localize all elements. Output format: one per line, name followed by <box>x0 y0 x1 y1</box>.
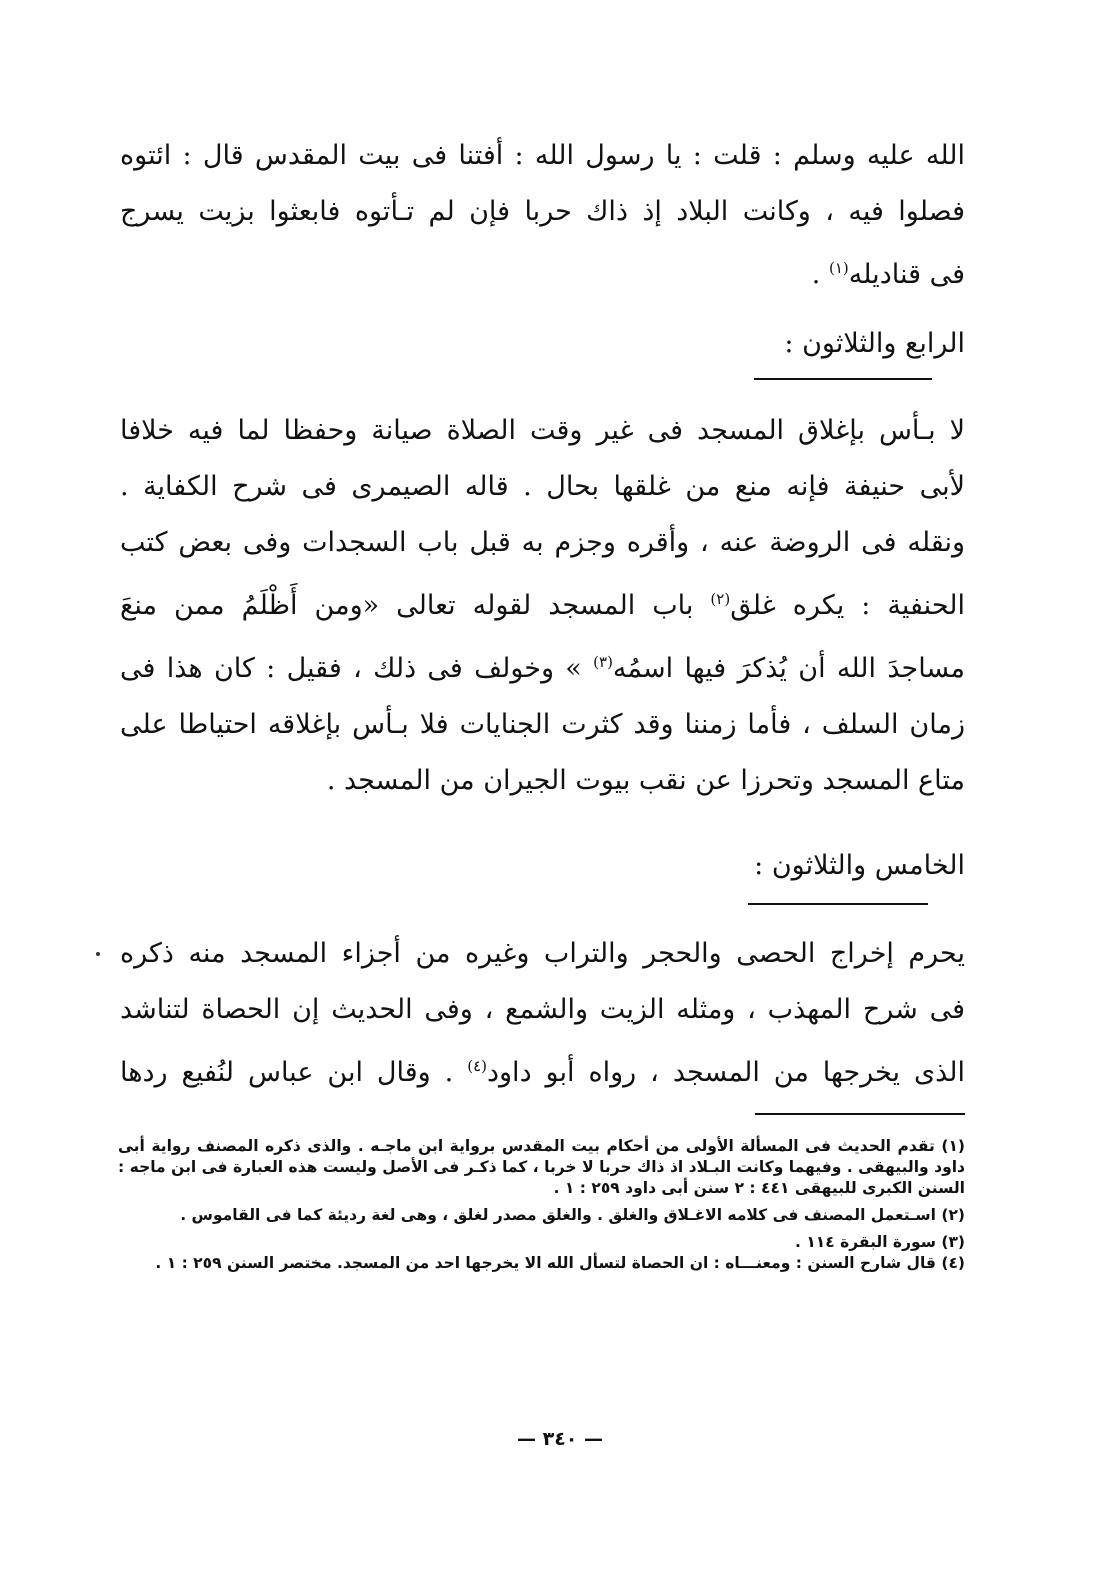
text-line: فصلوا فيه ، وكانت البلاد إذ ذاك حربا فإن لم تـأتوه فابعثوا بزيت يسرج <box>120 196 965 227</box>
page-number: — ٣٤٠ — <box>516 1428 604 1450</box>
text-line: ونقله فى الروضة عنه ، وأقره وجزم به قبل باب السجدات وفى بعض كتب <box>120 527 965 558</box>
footnote-3: (٣) سورة البقرة ١١٤ . <box>795 1233 965 1251</box>
text-fragment: الذى يخرجها من المسجد ، رواه أبو داود <box>487 1057 965 1088</box>
footnote-4: (٤) قال شارح السنن : ومعنـــاه : ان الحصاة لتسأل الله الا يخرجها احد من المسجد. مختصر السنن ٢٥٩ : ١ . <box>155 1254 965 1272</box>
footnotes <box>118 1136 965 1280</box>
text-line: الله عليه وسلم : قلت : يا رسول الله : أفتنا فى بيت المقدس قال : ائتوه <box>120 140 965 171</box>
text-line: متاع المسجد وتحرزا عن نقب بيوت الجيران من المسجد . <box>326 765 965 796</box>
section-heading-35: الخامس والثلاثون : <box>754 850 965 881</box>
footnote-separator <box>755 1113 965 1115</box>
text-line <box>120 634 965 697</box>
heading-underline <box>754 378 932 380</box>
section-34-body <box>120 403 965 809</box>
text-fragment: » وخولف فى ذلك ، فقيل : كان هذا فى <box>120 653 594 684</box>
text-fragment: . <box>811 259 821 290</box>
text-fragment: فى قناديله <box>848 259 965 290</box>
text-line: زمان السلف ، فأما زمننا وقد كثرت الجنايات فلا بـأس بإغلاقه احتياطا على <box>120 709 965 740</box>
text-fragment: مساجدَ الله أن يُذكرَ فيها اسمُه <box>612 653 965 684</box>
text-line: لا بـأس بإغلاق المسجد فى غير وقت الصلاة صيانة وحفظا لما فيه خلافا <box>120 415 965 446</box>
footnote-1: (١) تقدم الحديث فى المسألة الأولى من أحكام بيت المقدس برواية ابن ماجـه . والذى ذكره المصنف رواية أبى داود والبيهقى . وفيهما وكانت البـلاد اذ ذاك حربا لا خربا ، كما ذكـر فى الأصل وليست هذه العبارة فى ابن ماجه : السنن الكبرى للبيهقى ٤٤١ : ٢ سنن أبى داود ٢٥٩ : ١ . <box>118 1137 965 1197</box>
footnote-ref-2: (٢) <box>710 590 731 608</box>
text-line: لأبى حنيفة فإنه منع من غلقها بحال . قاله الصيمرى فى شرح الكفاية . <box>120 471 965 502</box>
intro-paragraph <box>120 128 965 303</box>
section-heading-34: الرابع والثلاثون : <box>784 328 965 359</box>
footnote-2: (٢) اسـتعمل المصنف فى كلامه الاغـلاق والغلق . والغلق مصدر لغلق ، وهى لغة رديئة كما فى القاموس . <box>180 1206 965 1224</box>
text-line: فى شرح المهذب ، ومثله الزيت والشمع ، وفى الحديث إن الحصاة لتناشد <box>120 994 965 1025</box>
text-line <box>120 240 965 303</box>
text-fragment: الحنفية : يكره غلق <box>730 590 965 621</box>
text-line <box>120 571 965 634</box>
text-line: يحرم إخراج الحصى والحجر والتراب وغيره من أجزاء المسجد منه ذكره <box>120 938 965 969</box>
footnote-ref-4: (٤) <box>467 1057 487 1075</box>
heading-underline <box>748 903 928 905</box>
footnote-ref-1: (١) <box>828 259 849 277</box>
footnote-ref-3: (٣) <box>593 653 613 671</box>
scan-speck <box>96 952 100 956</box>
section-35-body <box>120 926 965 1101</box>
text-fragment: باب المسجد لقوله تعالى «ومن أَظْلَمُ ممن منعَ <box>120 590 711 621</box>
text-line <box>120 1038 965 1101</box>
text-fragment: . وقال ابن عباس لنُفيع ردها <box>120 1057 468 1088</box>
